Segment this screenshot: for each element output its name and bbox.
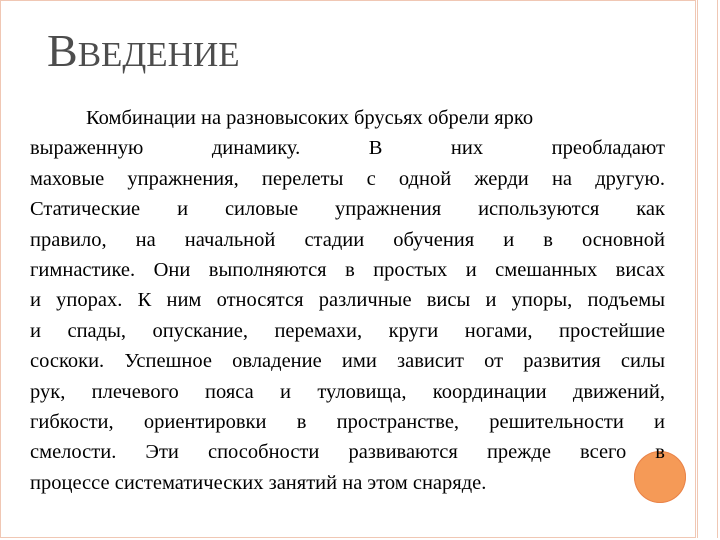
paragraph-line: рук, плечевого пояса и туловища, координации движений, <box>30 380 665 403</box>
paragraph-line: маховые упражнения, перелеты с одной жерди на другую. <box>30 167 665 190</box>
title-first-letter: В <box>47 25 78 76</box>
paragraph-line: соскоки. Успешное овладение ими зависит от развития силы <box>30 350 665 373</box>
paragraph-line: гимнастике. Они выполняются в простых и смешанных висах <box>30 259 665 282</box>
slide-side-edge <box>697 0 718 538</box>
paragraph-line: выраженную динамику. В них преобладают <box>30 137 665 160</box>
paragraph-line: Статические и силовые упражнения используются как <box>30 198 665 221</box>
paragraph-line: правило, на начальной стадии обучения и в основной <box>30 228 665 251</box>
paragraph-line: гибкости, ориентировки в пространстве, решительности и <box>30 411 665 434</box>
body-paragraph <box>30 103 665 498</box>
title-rest: ВЕДЕНИЕ <box>77 35 240 74</box>
paragraph-line: Комбинации на разновысоких брусьях обрели ярко <box>86 107 534 129</box>
paragraph-line: процессе систематических занятий на этом снаряде. <box>30 471 487 494</box>
paragraph-line: смелости. Эти способности развиваются прежде всего в <box>30 441 665 464</box>
paragraph-line: и спады, опускание, перемахи, круги ногами, простейшие <box>30 319 665 342</box>
slide-title <box>47 25 240 76</box>
paragraph-line: и упорах. К ним относятся различные висы и упоры, подъемы <box>30 289 665 312</box>
